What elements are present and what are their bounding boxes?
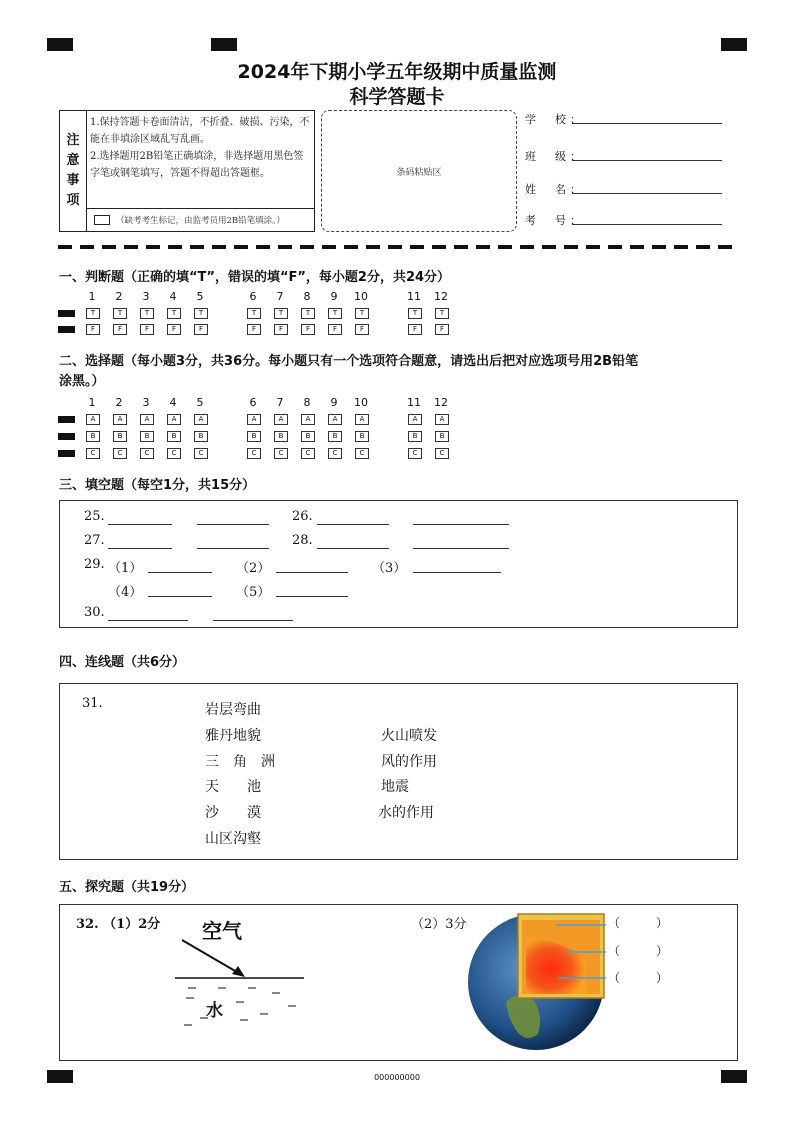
left-item: 沙 漠 <box>205 805 261 821</box>
mc-option-a-bubble[interactable]: A <box>435 414 449 425</box>
mc-option-a-bubble[interactable]: A <box>301 414 315 425</box>
mc-option-b-bubble[interactable]: B <box>355 431 369 442</box>
page-subtitle: 科学答题卡 <box>349 86 445 108</box>
barcode-area: 条码粘贴区 <box>321 110 517 232</box>
q29-part3-label: （3） <box>372 561 407 576</box>
q30-blank-1[interactable] <box>108 619 188 621</box>
right-item: 地震 <box>381 779 409 795</box>
q29-number: 29. <box>84 557 105 572</box>
question-number: 1 <box>88 290 96 303</box>
question-number: 10 <box>354 290 368 303</box>
question-number: 8 <box>303 396 311 409</box>
notice-box <box>59 110 315 232</box>
mc-option-c-bubble[interactable]: C <box>167 448 181 459</box>
row-timing-mark <box>58 416 75 423</box>
section1-title: 一、判断题（正确的填“T”，错误的填“F”，每小题2分，共24分） <box>59 270 451 285</box>
q25-blank-1[interactable] <box>108 523 172 525</box>
mc-option-c-bubble[interactable]: C <box>435 448 449 459</box>
q29-part4-label: （4） <box>108 585 143 600</box>
name-label: 姓 名： <box>525 183 585 196</box>
row-timing-mark <box>58 433 75 440</box>
matching-box <box>59 683 738 860</box>
core-answer-bracket[interactable]: （ ） <box>608 971 669 985</box>
mc-option-b-bubble[interactable]: B <box>301 431 315 442</box>
left-item: 岩层弯曲 <box>205 702 261 718</box>
mc-option-c-bubble[interactable]: C <box>328 448 342 459</box>
q29-part5-blank[interactable] <box>276 595 348 597</box>
page-title: 2024年下期小学五年级期中质量监测 <box>237 61 557 83</box>
tf-option-t-bubble[interactable]: T <box>86 308 100 319</box>
section4-title: 四、连线题（共6分） <box>59 655 186 670</box>
mc-option-b-bubble[interactable]: B <box>113 431 127 442</box>
tf-option-f-bubble[interactable]: F <box>194 324 208 335</box>
question-number: 6 <box>249 396 257 409</box>
tf-option-f-bubble[interactable]: F <box>355 324 369 335</box>
tf-option-f-bubble[interactable]: F <box>328 324 342 335</box>
mc-option-a-bubble[interactable]: A <box>408 414 422 425</box>
notice-text: 1.保持答题卡卷面清洁，不折叠、破损、污染，不能在非填涂区域乱写乱画。 2.选择题用2B铅笔正确填涂，非选择题用黑色签字笔或钢笔填写，答题不得超出答题框。 <box>90 117 310 179</box>
question-number: 7 <box>276 396 284 409</box>
tf-option-t-bubble[interactable]: T <box>113 308 127 319</box>
question-number: 3 <box>142 396 150 409</box>
school-label: 学 校： <box>525 113 585 126</box>
q27-blank-2[interactable] <box>197 547 269 549</box>
air-label: 空气 <box>202 919 242 943</box>
left-item: 山区沟壑 <box>205 831 261 847</box>
tf-option-f-bubble[interactable]: F <box>301 324 315 335</box>
q29-part1-label: （1） <box>108 561 143 576</box>
earth-structure-diagram <box>466 910 618 1055</box>
question-number: 2 <box>115 290 123 303</box>
section3-title: 三、填空题（每空1分，共15分） <box>59 478 256 493</box>
mc-option-a-bubble[interactable]: A <box>328 414 342 425</box>
question-number: 5 <box>196 396 204 409</box>
q30-blank-2[interactable] <box>213 619 293 621</box>
name-field[interactable] <box>572 192 722 194</box>
mc-option-c-bubble[interactable]: C <box>140 448 154 459</box>
mc-option-a-bubble[interactable]: A <box>86 414 100 425</box>
absent-mark-row: （缺考考生标记，由监考员用2B铅笔填涂。） <box>86 208 314 231</box>
mc-option-b-bubble[interactable]: B <box>167 431 181 442</box>
footer-code: 000000000 <box>374 1073 420 1082</box>
tf-option-t-bubble[interactable]: T <box>167 308 181 319</box>
mc-option-a-bubble[interactable]: A <box>167 414 181 425</box>
mc-option-b-bubble[interactable]: B <box>247 431 261 442</box>
tf-option-f-bubble[interactable]: F <box>247 324 261 335</box>
school-field[interactable] <box>572 122 722 124</box>
q28-blank-1[interactable] <box>317 547 389 549</box>
question-number: 9 <box>330 396 338 409</box>
right-item: 风的作用 <box>381 754 437 770</box>
q25-number: 25. <box>84 509 105 524</box>
mc-option-a-bubble[interactable]: A <box>274 414 288 425</box>
light-ray <box>182 940 242 975</box>
q30-number: 30. <box>84 605 105 620</box>
tf-option-t-bubble[interactable]: T <box>328 308 342 319</box>
mc-option-b-bubble[interactable]: B <box>86 431 100 442</box>
right-item: 火山喷发 <box>381 728 437 744</box>
mc-option-b-bubble[interactable]: B <box>435 431 449 442</box>
mantle-answer-bracket[interactable]: （ ） <box>608 944 669 958</box>
tf-option-t-bubble[interactable]: T <box>301 308 315 319</box>
section2-title: 二、选择题（每小题3分，共36分。每小题只有一个选项符合题意，请选出后把对应选项号用2B铅笔 <box>59 354 639 369</box>
q32-part2-label: （2）3分 <box>411 917 467 932</box>
tf-option-t-bubble[interactable]: T <box>194 308 208 319</box>
tf-option-t-bubble[interactable]: T <box>140 308 154 319</box>
notice-side-label: 注 意 事 项 <box>60 111 87 231</box>
mc-option-b-bubble[interactable]: B <box>140 431 154 442</box>
tf-option-t-bubble[interactable]: T <box>274 308 288 319</box>
mc-option-b-bubble[interactable]: B <box>328 431 342 442</box>
tf-option-f-bubble[interactable]: F <box>86 324 100 335</box>
mc-option-c-bubble[interactable]: C <box>274 448 288 459</box>
exam-number-field[interactable] <box>572 223 722 225</box>
right-item: 水的作用 <box>378 805 434 821</box>
tf-option-f-bubble[interactable]: F <box>435 324 449 335</box>
row-timing-mark <box>58 310 75 317</box>
q25-blank-2[interactable] <box>197 523 269 525</box>
tf-option-t-bubble[interactable]: T <box>355 308 369 319</box>
mc-option-c-bubble[interactable]: C <box>194 448 208 459</box>
tf-option-f-bubble[interactable]: F <box>408 324 422 335</box>
dashed-divider <box>58 245 738 249</box>
question-number: 10 <box>354 396 368 409</box>
question-number: 1 <box>88 396 96 409</box>
mc-option-c-bubble[interactable]: C <box>113 448 127 459</box>
tf-option-f-bubble[interactable]: F <box>167 324 181 335</box>
q27-blank-1[interactable] <box>108 547 172 549</box>
question-number: 2 <box>115 396 123 409</box>
question-number: 12 <box>434 396 448 409</box>
question-number: 9 <box>330 290 338 303</box>
mc-option-a-bubble[interactable]: A <box>355 414 369 425</box>
class-field[interactable] <box>572 159 722 161</box>
exam-number-label: 考 号： <box>525 214 585 227</box>
class-label: 班 级： <box>525 150 585 163</box>
mc-option-b-bubble[interactable]: B <box>194 431 208 442</box>
q27-number: 27. <box>84 533 105 548</box>
row-timing-mark <box>58 326 75 333</box>
arrow-head-icon <box>232 966 245 977</box>
q29-part4-blank[interactable] <box>148 595 212 597</box>
q29-part2-blank[interactable] <box>276 571 348 573</box>
mc-option-b-bubble[interactable]: B <box>274 431 288 442</box>
q32-part1-label: 32. （1）2分 <box>76 917 161 932</box>
q29-part2-label: （2） <box>236 561 271 576</box>
left-item: 天 池 <box>205 779 261 795</box>
question-number: 6 <box>249 290 257 303</box>
q26-number: 26. <box>292 509 313 524</box>
question-number: 4 <box>169 396 177 409</box>
q29-part1-blank[interactable] <box>148 571 212 573</box>
mc-option-c-bubble[interactable]: C <box>408 448 422 459</box>
mc-option-a-bubble[interactable]: A <box>140 414 154 425</box>
mc-option-c-bubble[interactable]: C <box>247 448 261 459</box>
question-number: 11 <box>407 396 421 409</box>
question-number: 4 <box>169 290 177 303</box>
mc-option-c-bubble[interactable]: C <box>301 448 315 459</box>
question-number: 12 <box>434 290 448 303</box>
q28-blank-2[interactable] <box>413 547 509 549</box>
q29-part5-label: （5） <box>236 585 271 600</box>
tf-option-f-bubble[interactable]: F <box>140 324 154 335</box>
mc-option-a-bubble[interactable]: A <box>113 414 127 425</box>
tf-option-f-bubble[interactable]: F <box>113 324 127 335</box>
question-number: 11 <box>407 290 421 303</box>
question-number: 5 <box>196 290 204 303</box>
question-number: 8 <box>303 290 311 303</box>
water-dashes <box>184 988 296 1025</box>
tf-option-t-bubble[interactable]: T <box>408 308 422 319</box>
mc-option-a-bubble[interactable]: A <box>247 414 261 425</box>
q31-number: 31. <box>82 696 103 711</box>
q28-number: 28. <box>292 533 313 548</box>
crust-answer-bracket[interactable]: （ ） <box>608 916 669 930</box>
alignment-mark <box>47 38 73 51</box>
alignment-mark <box>721 38 747 51</box>
left-item: 三 角 洲 <box>205 754 275 770</box>
question-number: 7 <box>276 290 284 303</box>
refraction-diagram[interactable] <box>170 930 310 1030</box>
mc-option-b-bubble[interactable]: B <box>408 431 422 442</box>
tf-option-f-bubble[interactable]: F <box>274 324 288 335</box>
section5-title: 五、探究题（共19分） <box>59 880 195 895</box>
alignment-mark <box>211 38 237 51</box>
tf-option-t-bubble[interactable]: T <box>435 308 449 319</box>
question-number: 3 <box>142 290 150 303</box>
mc-option-a-bubble[interactable]: A <box>194 414 208 425</box>
q29-part3-blank[interactable] <box>413 571 501 573</box>
left-item: 雅丹地貌 <box>205 728 261 744</box>
row-timing-mark <box>58 450 75 457</box>
q26-blank-1[interactable] <box>317 523 389 525</box>
tf-option-t-bubble[interactable]: T <box>247 308 261 319</box>
section2-title-line2: 涂黑。） <box>59 374 105 389</box>
absent-checkbox[interactable] <box>94 215 110 225</box>
mc-option-c-bubble[interactable]: C <box>355 448 369 459</box>
water-label: 水 <box>206 1001 223 1021</box>
q26-blank-2[interactable] <box>413 523 509 525</box>
mc-option-c-bubble[interactable]: C <box>86 448 100 459</box>
